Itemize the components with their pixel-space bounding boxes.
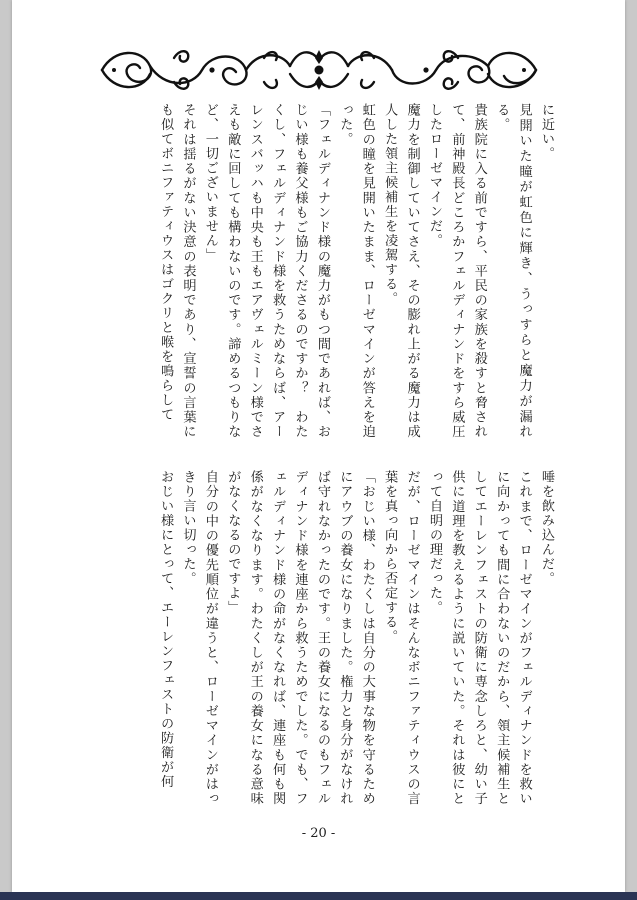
paragraph: 魔力を制御していてさえ、その膨れ上がる魔力は成人した領主候補生を凌駕する。	[382, 103, 420, 439]
paragraph: 貴族院に入る前ですら、平民の家族を殺すと脅されて、前神殿長どころかフェルディナンドをすら威圧したローゼマインだ。	[426, 103, 487, 439]
upper-text-column	[107, 103, 557, 439]
paragraph: 自分の中の優先順位が違うと、ローゼマインがはっきり言い切った。	[180, 470, 218, 806]
paragraph: に近い。	[539, 103, 554, 161]
paragraph: 「おじい様、わたくしは自分の大事な物を守るためにアウブの養女になりました。権力と身分がなければ守れなかったのです。王の養女になるのもフェルディナンド様を連座から救うためでした。でも、フェルディナンド様の命がなくなれば、連座も何も関係がなくなります。わたくしが王の養女になる意味がなくなるのですよ」	[225, 470, 375, 806]
ornamental-divider-icon	[94, 44, 544, 96]
book-page	[12, 0, 625, 892]
paragraph: それは揺るがない決意の表明であり、宣誓の言葉にも似てボニファティウスはゴクリと喉を鳴らして	[158, 103, 196, 439]
paragraph: 唾を飲み込んだ。	[539, 470, 554, 586]
lower-text-column	[107, 470, 557, 806]
page-number: - 20 -	[301, 826, 336, 841]
paragraph: だが、ローゼマインはそんなボニファティウスの言葉を真っ向から否定する。	[382, 470, 420, 806]
paragraph: 虹色の瞳を見開いたまま、ローゼマインが答えを迫った。	[337, 103, 375, 439]
paragraph: 見開いた瞳が虹色に輝き、うっすらと魔力が漏れる。	[494, 103, 532, 439]
paragraph: おじい様にとって、エーレンフェストの防衛が何	[158, 470, 174, 789]
paragraph: これまで、ローゼマインがフェルディナンドを救いに向かっても間に合わないのだから、領主候補生としてエーレンフェストの防衛に専念しろと、幼い子供に道理を教えるように説いていた。それは彼にとって自明の理だった。	[426, 470, 532, 806]
bottom-bar	[0, 892, 637, 900]
paragraph: 「フェルディナンド様の魔力がもつ間であれば、おじい様も養父様もご協力くださるのですか？ わたくし、フェルディナンド様を救うためならば、アーレンスバッハも中央も王もエアヴェルミーン様でさえも敵に回しても構わないのです。諦めるつもりなど、一切ございません」	[202, 103, 330, 439]
